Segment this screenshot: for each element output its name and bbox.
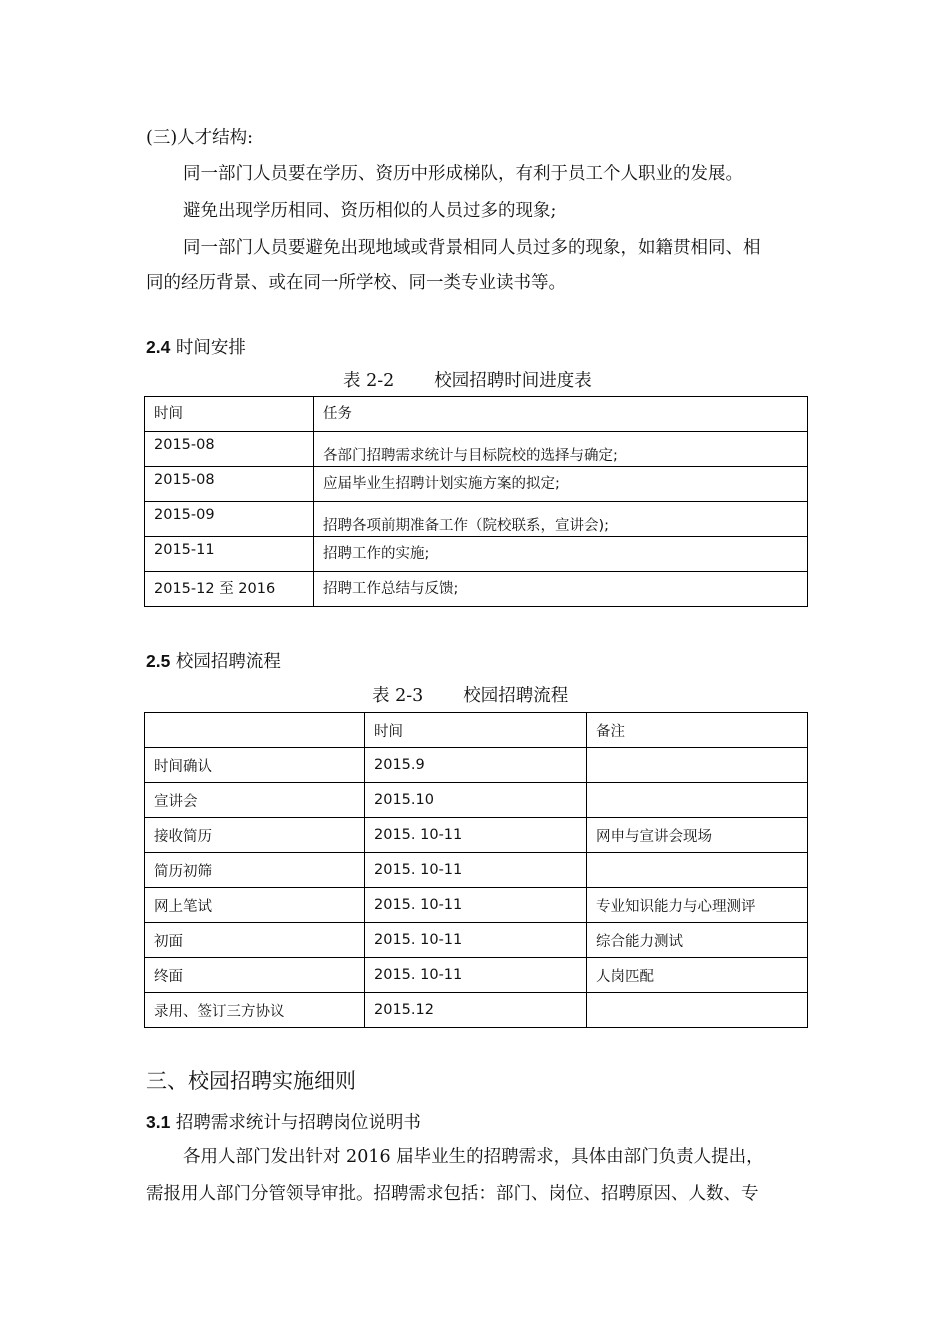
table-row [145, 572, 808, 607]
paragraph-line: 各用人部门发出针对 2016 届毕业生的招聘需求，具体由部门负责人提出， [183, 1147, 764, 1167]
paragraph-line: 避免出现学历相同、资历相似的人员过多的现象; [183, 201, 557, 221]
table-row [145, 783, 808, 818]
section-number: 2.5 [146, 651, 171, 671]
caption-title: 校园招聘时间进度表 [434, 371, 592, 391]
task-cell: 各部门招聘需求统计与目标院校的选择与确定; [314, 432, 808, 467]
table-row [145, 888, 808, 923]
note-cell: 专业知识能力与心理测评 [587, 888, 808, 923]
step-cell: 简历初筛 [145, 853, 365, 888]
caption-title: 校园招聘流程 [463, 686, 569, 706]
time-cell: 2015. 10-11 [365, 958, 587, 993]
step-cell: 时间确认 [145, 748, 365, 783]
time-cell: 2015-11 [145, 537, 314, 572]
header-cell: 时间 [365, 713, 587, 748]
task-cell: 招聘各项前期准备工作（院校联系，宣讲会); [314, 502, 808, 537]
note-cell [587, 993, 808, 1028]
step-cell: 录用、签订三方协议 [145, 993, 365, 1028]
note-cell: 综合能力测试 [587, 923, 808, 958]
header-cell: 时间 [145, 397, 314, 432]
schedule-table [144, 396, 808, 607]
time-cell: 2015-08 [145, 432, 314, 467]
note-cell: 网申与宣讲会现场 [587, 818, 808, 853]
table-caption-2-3 [372, 686, 568, 706]
table-row [145, 537, 808, 572]
chapter-title: 三、校园招聘实施细则 [146, 1069, 356, 1093]
table-header-row [145, 713, 808, 748]
paragraph-line: 同一部门人员要在学历、资历中形成梯队，有利于员工个人职业的发展。 [183, 164, 743, 184]
time-cell: 2015. 10-11 [365, 818, 587, 853]
time-cell: 2015.9 [365, 748, 587, 783]
task-cell: 招聘工作的实施; [314, 537, 808, 572]
time-cell: 2015.10 [365, 783, 587, 818]
step-cell: 终面 [145, 958, 365, 993]
table-row [145, 853, 808, 888]
time-cell: 2015-12 至 2016 [145, 572, 314, 607]
section-number: 3.1 [146, 1112, 171, 1132]
table-row [145, 502, 808, 537]
paragraph-line: 同一部门人员要避免出现地域或背景相同人员过多的现象，如籍贯相同、相 [183, 238, 761, 258]
time-cell: 2015. 10-11 [365, 853, 587, 888]
task-cell: 应届毕业生招聘计划实施方案的拟定; [314, 467, 808, 502]
paragraph-line: 需报用人部门分管领导审批。招聘需求包括：部门、岗位、招聘原因、人数、专 [146, 1184, 759, 1204]
time-cell: 2015-08 [145, 467, 314, 502]
section-title: 时间安排 [175, 338, 246, 358]
table-caption-2-2 [343, 371, 592, 391]
recruitment-process-table [144, 712, 808, 1028]
table-row [145, 748, 808, 783]
table-row [145, 993, 808, 1028]
caption-number: 表 2-2 [343, 371, 395, 391]
table-header-row [145, 397, 808, 432]
section-title-talent-structure: (三)人才结构: [146, 128, 254, 148]
note-cell [587, 748, 808, 783]
header-cell: 备注 [587, 713, 808, 748]
section-heading-3-1 [146, 1112, 421, 1133]
task-cell: 招聘工作总结与反馈; [314, 572, 808, 607]
section-number: 2.4 [146, 337, 171, 357]
step-cell: 接收简历 [145, 818, 365, 853]
step-cell: 宣讲会 [145, 783, 365, 818]
header-cell: 任务 [314, 397, 808, 432]
time-cell: 2015-09 [145, 502, 314, 537]
table-row [145, 923, 808, 958]
caption-number: 表 2-3 [372, 686, 424, 706]
time-cell: 2015.12 [365, 993, 587, 1028]
table-row [145, 958, 808, 993]
time-cell: 2015. 10-11 [365, 923, 587, 958]
paragraph-line: 同的经历背景、或在同一所学校、同一类专业读书等。 [146, 273, 566, 293]
step-cell: 初面 [145, 923, 365, 958]
header-cell [145, 713, 365, 748]
table-row [145, 432, 808, 467]
note-cell: 人岗匹配 [587, 958, 808, 993]
step-cell: 网上笔试 [145, 888, 365, 923]
note-cell [587, 853, 808, 888]
time-cell: 2015. 10-11 [365, 888, 587, 923]
table-row [145, 467, 808, 502]
section-title: 招聘需求统计与招聘岗位说明书 [175, 1113, 421, 1133]
section-title: 校园招聘流程 [175, 652, 281, 672]
section-heading-2-4 [146, 337, 246, 358]
table-row [145, 818, 808, 853]
section-heading-2-5 [146, 651, 281, 672]
note-cell [587, 783, 808, 818]
